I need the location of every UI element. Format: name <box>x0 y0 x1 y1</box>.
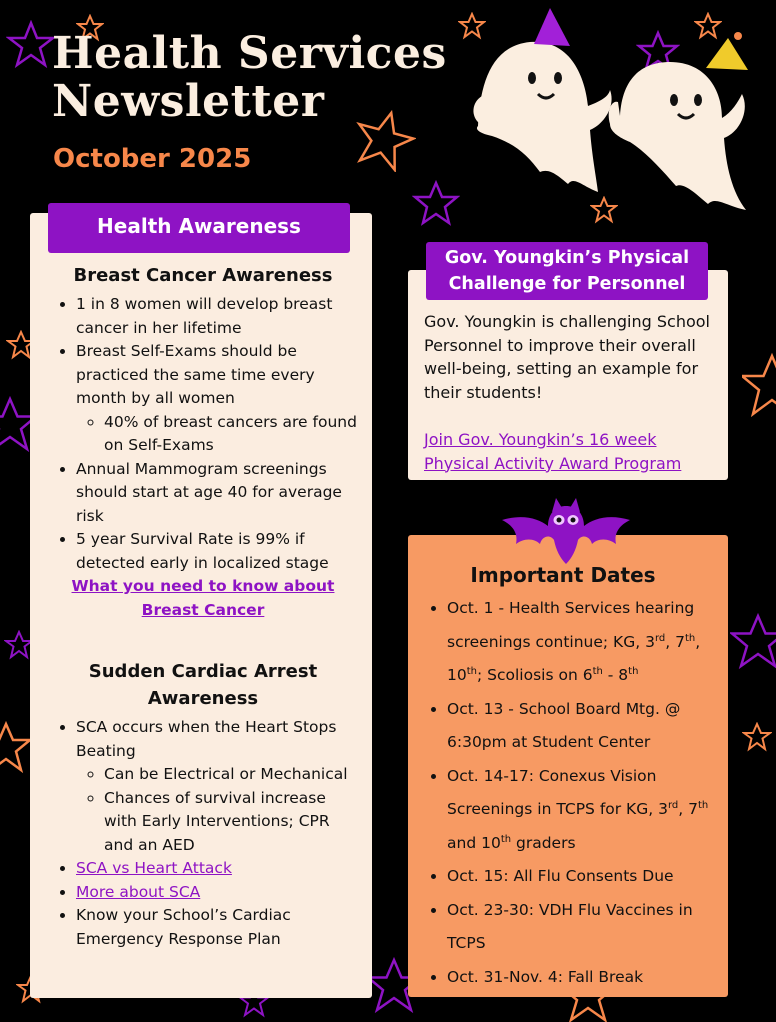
governor-challenge-body: Gov. Youngkin is challenging School Personnel to improve their overall well-being, setting an example for their students! <box>424 312 710 402</box>
date-item: • Oct. 1 - Health Services hearing screenings continue; KG, 3rd, 7th, 10th; Scoliosis on 6th - 8th <box>447 592 720 693</box>
party-ghosts-icon <box>470 6 760 236</box>
star-decoration-icon <box>6 20 56 70</box>
list-item: ◦ Can be Electrical or Mechanical <box>104 763 358 787</box>
date-item: • Oct. 15: All Flu Consents Due <box>447 860 720 894</box>
list-item: ◦ Chances of survival increase with Early Interventions; CPR and an AED <box>104 787 358 858</box>
title-line-2: Newsletter <box>52 76 325 127</box>
star-decoration-icon <box>730 612 776 672</box>
list-item: • 5 year Survival Rate is 99% if detected early in localized stage <box>76 528 358 575</box>
date-item: • Oct. 31-Nov. 4: Fall Break <box>447 961 720 995</box>
heading-line-1: Gov. Youngkin’s Physical <box>444 248 690 268</box>
breast-cancer-title: Breast Cancer Awareness <box>73 265 333 286</box>
title-line-1: Health Services <box>52 28 447 79</box>
important-dates-title: Important Dates <box>470 563 656 587</box>
list-item-text: Breast Self-Exams should be practiced the same time every month by all women <box>76 342 315 407</box>
governor-challenge-heading <box>426 242 708 300</box>
sca-title: Sudden Cardiac Arrest Awareness <box>88 661 318 709</box>
list-item: • 1 in 8 women will develop breast cancer in her lifetime <box>76 293 358 340</box>
list-item <box>76 857 358 881</box>
date-item: • Oct. 23-30: VDH Flu Vaccines in TCPS <box>447 894 720 961</box>
list-item: • Know your School’s Cardiac Emergency Response Plan <box>76 904 358 951</box>
list-item <box>76 716 358 857</box>
more-about-sca-link[interactable]: More about SCA <box>76 882 201 901</box>
important-dates-list <box>420 592 720 994</box>
star-decoration-icon <box>412 180 460 228</box>
list-item <box>76 340 358 458</box>
breast-cancer-info-link[interactable]: What you need to know about Breast Cancer <box>71 577 335 619</box>
list-item <box>76 881 358 905</box>
governor-challenge-content <box>424 310 720 475</box>
health-awareness-content <box>48 262 358 951</box>
date-item: • Oct. 13 - School Board Mtg. @ 6:30pm at Student Center <box>447 693 720 760</box>
heading-line-2: Challenge for Personnel <box>448 274 686 294</box>
newsletter-date: October 2025 <box>53 144 252 174</box>
list-item: • Annual Mammogram screenings should start at age 40 for average risk <box>76 458 358 529</box>
page-title <box>52 30 447 126</box>
breast-cancer-list <box>48 293 358 575</box>
list-item: ◦ 40% of breast cancers are found on Self-Exams <box>104 411 358 458</box>
award-program-link[interactable]: Join Gov. Youngkin’s 16 week Physical Activity Award Program <box>424 430 682 473</box>
star-decoration-icon <box>742 722 772 752</box>
list-item-text: SCA occurs when the Heart Stops Beating <box>76 718 337 760</box>
health-awareness-heading: Health Awareness <box>48 203 350 253</box>
sca-vs-heart-attack-link[interactable]: SCA vs Heart Attack <box>76 859 232 877</box>
sca-list <box>48 716 358 951</box>
bat-icon <box>500 498 632 568</box>
star-decoration-icon <box>742 350 776 422</box>
date-item: • Oct. 14-17: Conexus Vision Screenings in TCPS for KG, 3rd, 7th and 10th graders <box>447 760 720 861</box>
star-decoration-icon <box>0 720 34 776</box>
